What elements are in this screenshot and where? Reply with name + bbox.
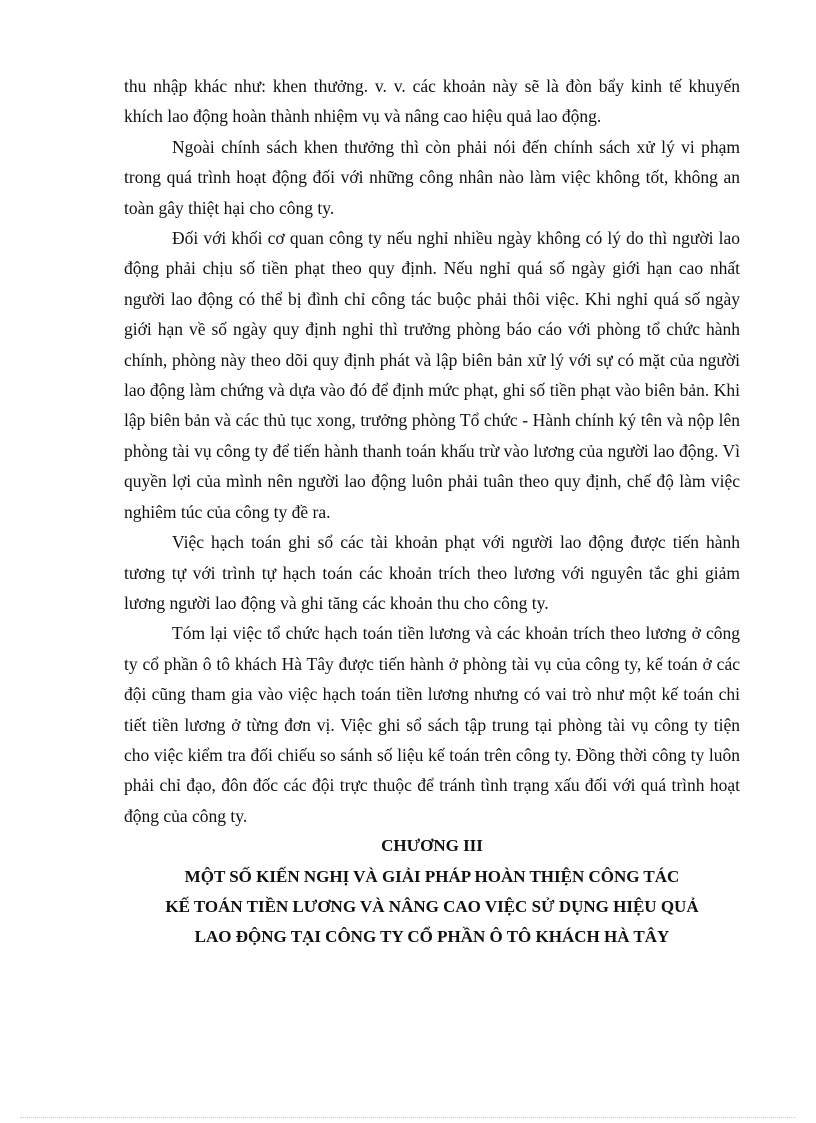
paragraph-penalty-accounting: Việc hạch toán ghi sổ các tài khoản phạt với người lao động được tiến hành tương tự với trình tự hạch toán các khoản trích theo lương với nguyên tắc ghi giảm lương người lao động và ghi tăng các khoản thu cho công ty.	[124, 532, 740, 613]
document-body	[124, 71, 740, 953]
paragraph-summary: Tóm lại việc tổ chức hạch toán tiền lương và các khoản trích theo lương ở công ty cổ phần ô tô khách Hà Tây được tiến hành ở phòng tài vụ của công ty, kế toán ở các đội cũng tham gia vào việc hạch toán tiền lương nhưng có vai trò như một kế toán chi tiết tiền lương ở từng đơn vị. Việc ghi sổ sách tập trung tại phòng tài vụ công ty tiện cho việc kiểm tra đối chiếu so sánh số liệu kế toán trên công ty. Đồng thời công ty luôn phải chỉ đạo, đôn đốc các đội trực thuộc để tránh tình trạng xấu đối với quá trình hoạt động của công ty.	[124, 623, 740, 826]
chapter-title-line: MỘT SỐ KIẾN NGHỊ VÀ GIẢI PHÁP HOÀN THIỆN CÔNG TÁC	[184, 866, 680, 886]
paragraph-continuation: thu nhập khác như: khen thưởng. v. v. các khoản này sẽ là đòn bẩy kinh tế khuyến khích lao động hoàn thành nhiệm vụ và nâng cao hiệu quả lao động.	[124, 76, 740, 127]
page-bottom-divider	[20, 1117, 796, 1118]
paragraph-reward-policy: Ngoài chính sách khen thưởng thì còn phải nói đến chính sách xử lý vi phạm trong quá trình hoạt động đối với những công nhân nào làm việc không tốt, không an toàn gây thiệt hại cho công ty.	[124, 136, 740, 218]
chapter-number: CHƯƠNG III	[381, 836, 483, 856]
chapter-title-line: LAO ĐỘNG TẠI CÔNG TY CỔ PHẦN Ô TÔ KHÁCH HÀ TÂY	[194, 927, 670, 947]
chapter-title-line: KẾ TOÁN TIỀN LƯƠNG VÀ NÂNG CAO VIỆC SỬ DỤNG HIỆU QUẢ	[165, 896, 699, 916]
paragraph-penalty-procedure: Đối với khối cơ quan công ty nếu nghỉ nhiều ngày không có lý do thì người lao động phải chịu số tiền phạt theo quy định. Nếu nghỉ quá số ngày giới hạn cao nhất người lao động có thể bị đình chỉ công tác buộc phải thôi việc. Khi nghỉ quá số ngày giới hạn về số ngày quy định nghỉ thì trưởng phòng báo cáo với phòng tổ chức hành chính, phòng này theo dõi quy định phát và lập biên bản xử lý với sự có mặt của người lao động làm chứng và dựa vào đó để định mức phạt, ghi số tiền phạt vào biên bản. Khi lập biên bản và các thủ tục xong, trưởng phòng Tổ chức - Hành chính ký tên và nộp lên phòng tài vụ công ty để tiến hành thanh toán khấu trừ vào lương của người lao động. Vì quyền lợi của mình nên người lao động luôn phải tuân theo quy định, chế độ làm việc nghiêm túc của công ty đề ra.	[124, 228, 740, 522]
